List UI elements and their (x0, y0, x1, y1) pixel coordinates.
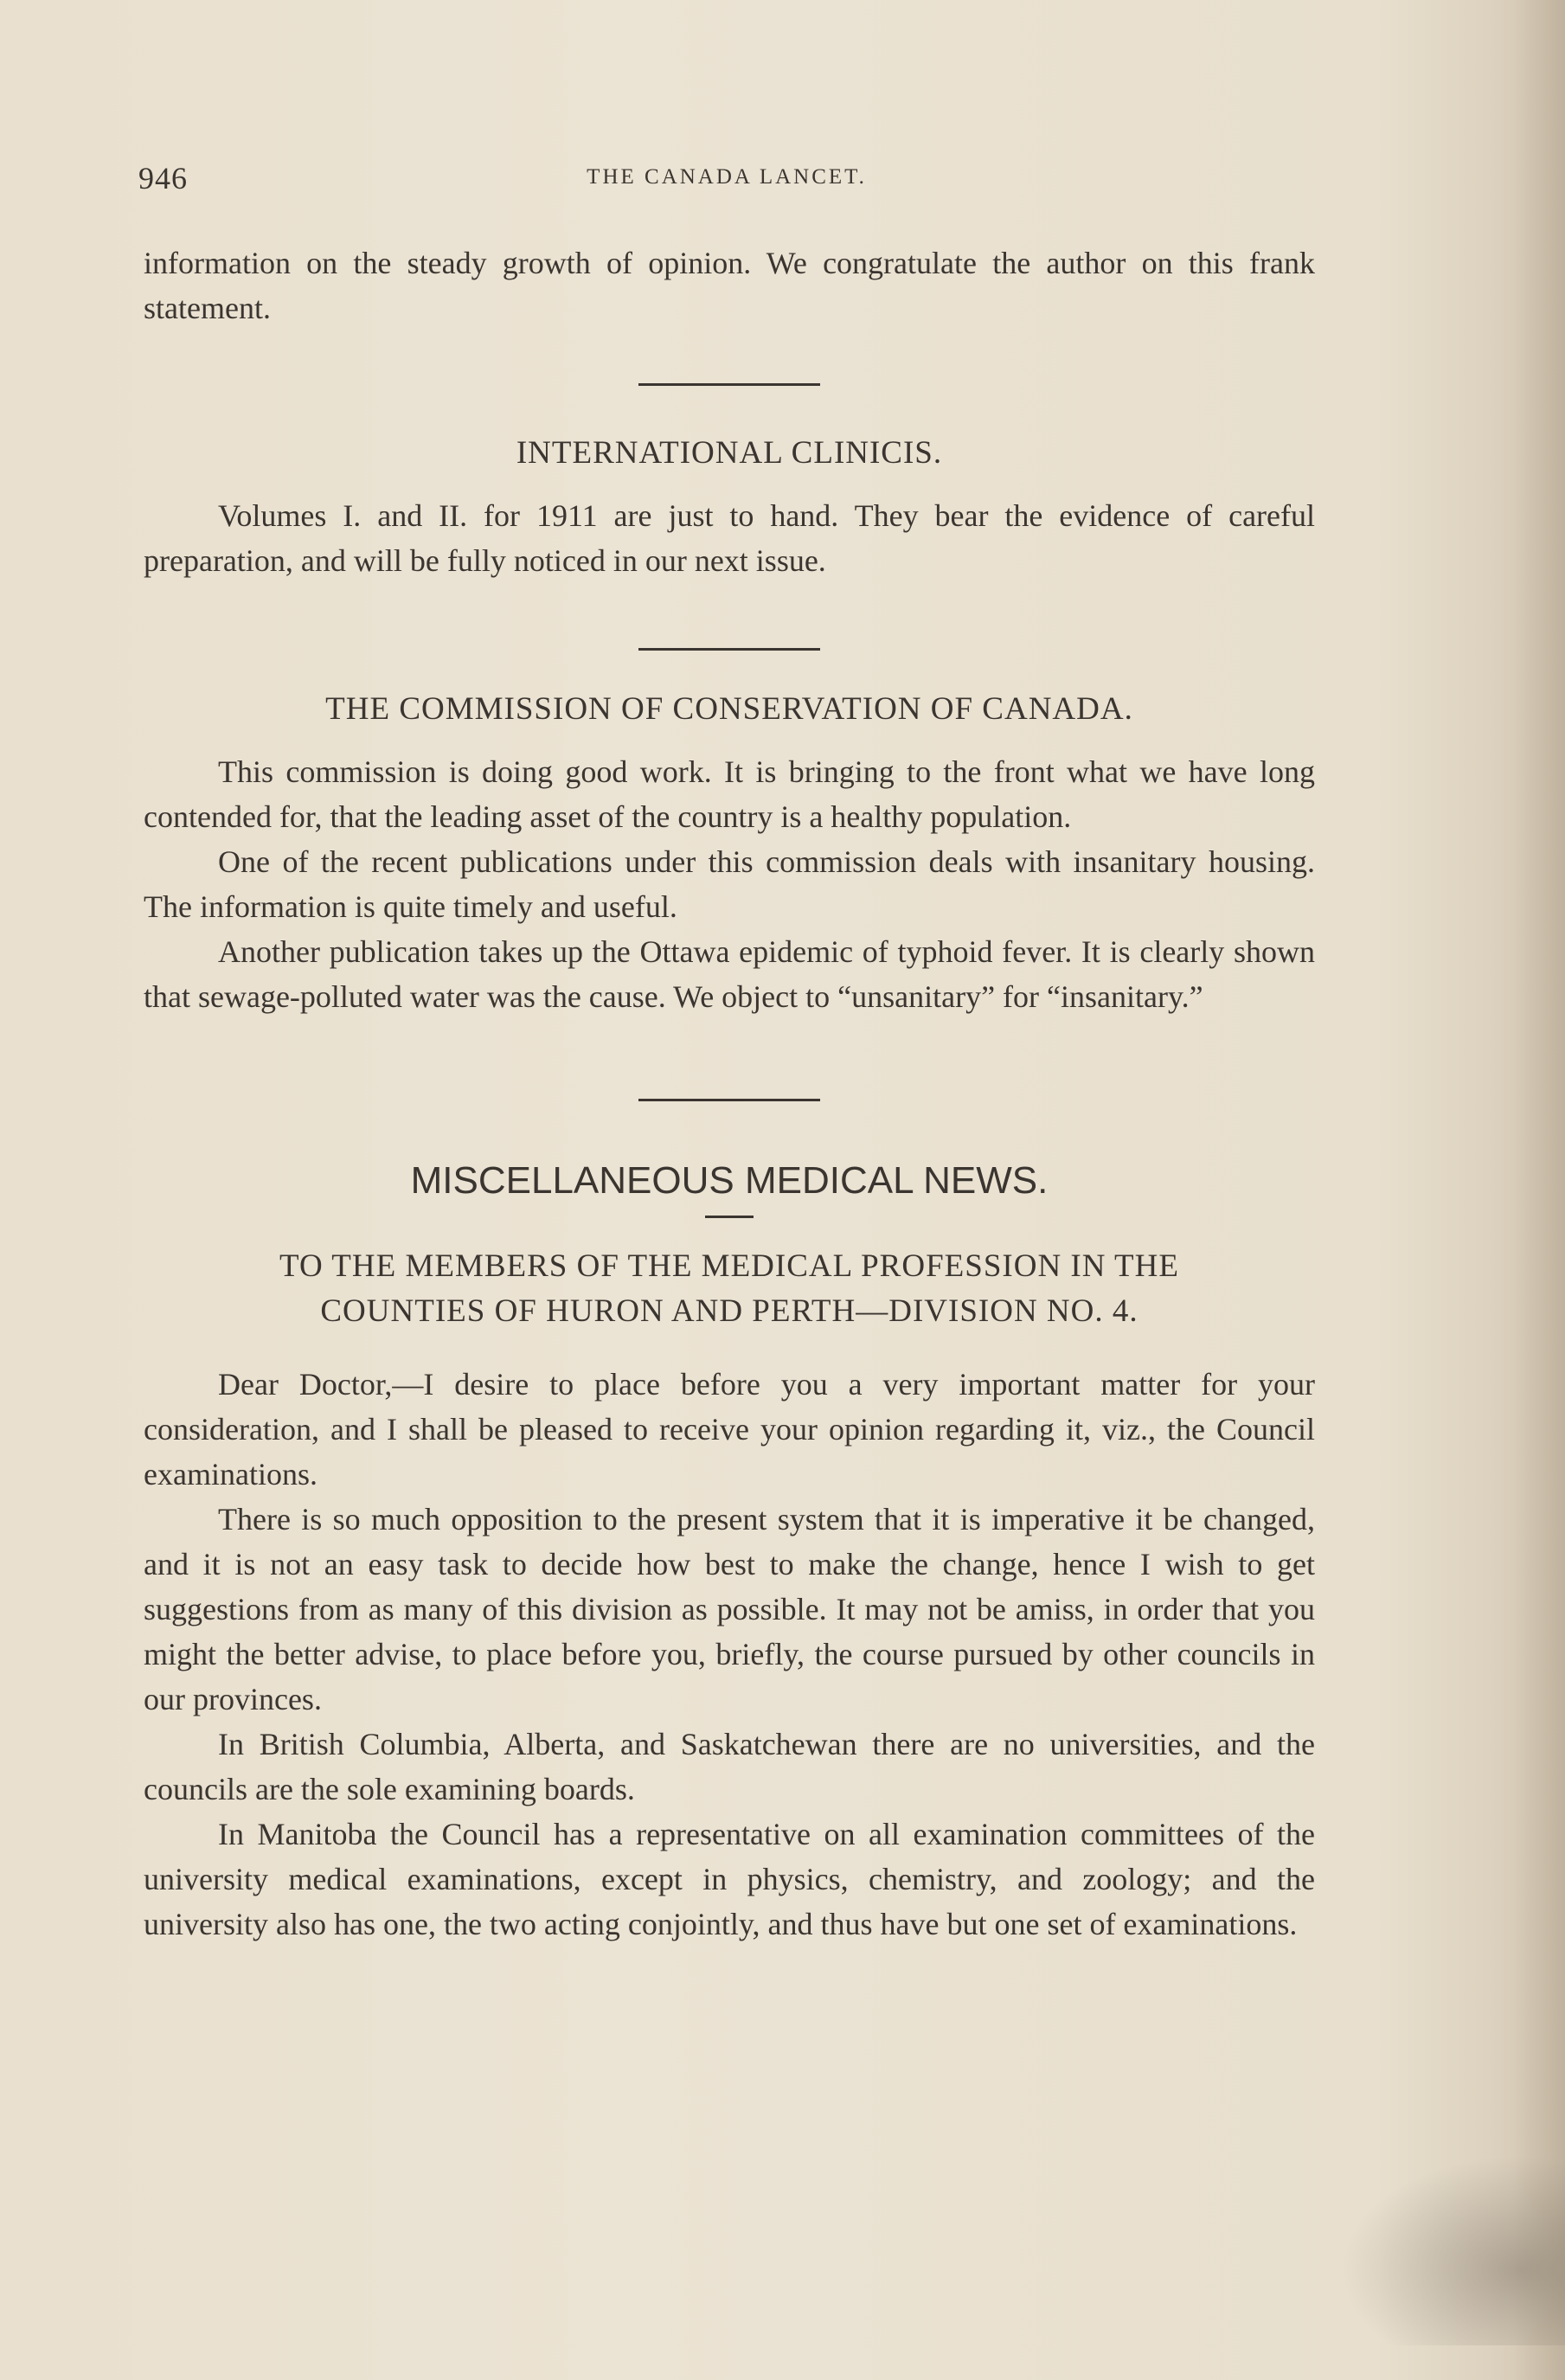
page-edge-shadow (1513, 0, 1565, 2380)
clinics-heading: INTERNATIONAL CLINICIS. (516, 435, 943, 471)
news-heading: MISCELLANEOUS MEDICAL NEWS. (410, 1159, 1049, 1202)
letter-paragraph: Dear Doctor,—I desire to place before you a very important matter for your consideration, and I shall be pleased to receive your opinion regarding it, viz., the Council examinations. (144, 1367, 1315, 1492)
commission-paragraph: Another publication takes up the Ottawa epidemic of typhoid fever. It is clearly shown that sewage-polluted water was the cause. We object to “unsanitary” for “insanitary.” (144, 934, 1315, 1014)
article-body (144, 241, 1315, 1947)
paper-stain (1340, 2155, 1565, 2345)
intro-paragraph: information on the steady growth of opinion. We congratulate the author on this frank statement. (144, 246, 1315, 325)
letter-paragraph: In Manitoba the Council has a representative on all examination committees of the university medical examinations, except in physics, chemistry, and zoology; and the university also has one, the two acting conjointly, and thus have but one set of examinations. (144, 1817, 1315, 1941)
letter-paragraph: In British Columbia, Alberta, and Saskatchewan there are no universities, and the councils are the sole examining boards. (144, 1727, 1315, 1806)
page-number: 946 (138, 161, 188, 196)
clinics-paragraph: Volumes I. and II. for 1911 are just to hand. They bear the evidence of careful preparation, and will be fully noticed in our next issue. (144, 498, 1315, 578)
running-title: THE CANADA LANCET. (587, 165, 867, 189)
commission-paragraph: This commission is doing good work. It is bringing to the front what we have long contended for, that the leading asset of the country is a healthy population. (144, 754, 1315, 834)
letter-paragraph: There is so much opposition to the present system that it is imperative it be changed, and it is not an easy task to decide how best to make the change, hence I wish to get suggestions from as many of this division as possible. It may not be amiss, in order that you might the better advise, to place before you, briefly, the course pursued by other councils in our provinces. (144, 1502, 1315, 1716)
news-subheading-line-2: COUNTIES OF HURON AND PERTH—DIVISION NO. 4. (320, 1293, 1138, 1329)
page-header (138, 160, 1315, 203)
commission-heading: THE COMMISSION OF CONSERVATION OF CANADA. (325, 691, 1133, 727)
commission-paragraph: One of the recent publications under this commission deals with insanitary housing. The information is quite timely and useful. (144, 844, 1315, 924)
news-subheading-line-1: TO THE MEMBERS OF THE MEDICAL PROFESSION IN THE (279, 1248, 1179, 1284)
